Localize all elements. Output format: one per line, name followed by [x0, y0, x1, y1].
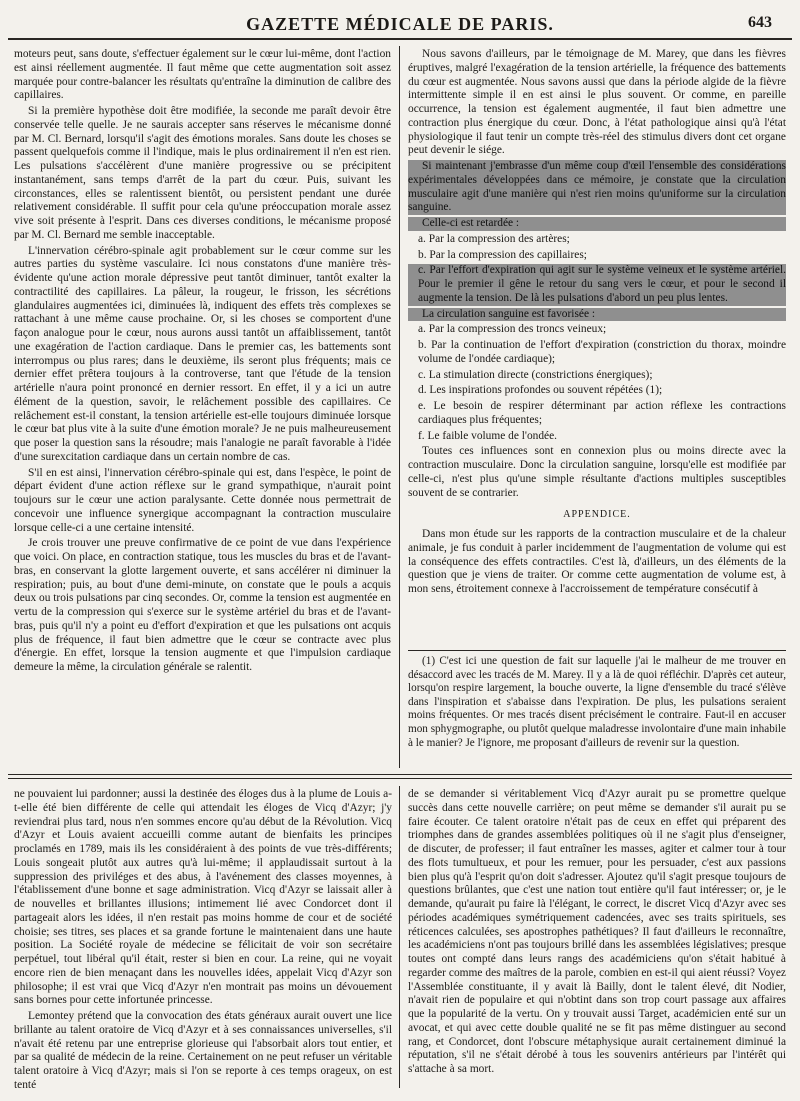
journal-title: GAZETTE MÉDICALE DE PARIS. — [246, 14, 554, 34]
right-column — [408, 48, 786, 646]
paragraph: Toutes ces influences sont en connexion plus ou moins directe avec la contraction musculaire. Donc la circulation sanguine, lorsqu'elle est modifiée par celle-ci, n'est plus qu'une simple résultante d'actions multiples susceptibles souvent de se contrarier. — [408, 445, 786, 499]
paragraph: Si la première hypothèse doit être modifiée, la seconde me paraît devoir être conservée telle quelle. Je ne saurais accepter sans réserves le mécanisme donné par M. Cl. Bernard, lorsqu'il s'agit des émotions morales. Sans doute les choses se passent quelquefois comme il l'indique, mais le plus ordinairement il n'en est rien. Les pulsations s'accélèrent d'une manière progressive ou se précipitent instantanément, sans temps d'arrêt de la part du cœur. Puis, suivant les circonstances, elles se ralentissent bientôt, ou persistent pendant une durée relativement considérable. Il suffit pour cela qu'une préoccupation morale assez vive soit présente à l'esprit. Dans ces diverses conditions, le mécanisme proposé par M. Cl. Bernard me semble inacceptable. — [14, 105, 391, 241]
list-item: c. La stimulation directe (constrictions énergiques); — [418, 368, 653, 381]
paragraph: L'innervation cérébro-spinale agit probablement sur le cœur comme sur les autres parties du système vasculaire. Ici nous constatons d'une manière très-évidente qu'une action morale dépressive peut tantôt diminuer, tantôt exalter la contractilité des capillaires. La pâleur, la rougeur, le frisson, les sécrétions glandulaires augmentées ici, diminuées là, indiquent des effets très complexes se rattachant à une même cause prochaine. Or, si les choses se comportent d'une façon analogue pour le cœur, nous aurons aussi tantôt un affaiblissement, tantôt une exagération de l'action cardiaque. Dans le premier cas, les battements sont interrompus ou plus rares; dans le deuxième, ils seront plus fréquents; mais ce dernier effet prêtera toujours à la controverse, tant que l'étude de la tension artérielle n'aura point prononcé en dernier ressort. En effet, il y a ici un autre élément de la question, savoir, le relâchement possible des capillaires. Ce relâchement est-il constant, la tension artérielle est-elle toujours diminuée lorsque le cœur bat plus vite à la suite d'une émotion morale? Je ne puis malheureusement que poser la question sans la résoudre; mais l'analogie ne paraît favorable à l'idée d'une surexcitation cardiaque dans un certain nombre de cas. — [14, 244, 391, 463]
column-divider — [399, 46, 400, 768]
list-item: a. Par la compression des troncs veineux; — [418, 323, 607, 336]
paragraph: ne pouvaient lui pardonner; aussi la destinée des éloges dus à la plume de Louis a-t-elle été bien différente de celle qui attendait les éloges de Vicq d'Azyr; j'y reviendrai plus tard, nous n'en sommes encore qu'au début de la Révolution. Vicq d'Azyr et Louis avaient accueilli comme autant de bienfaits les principes proclamés en 1789, mais ils les considéraient à des points de vue très-différents; Louis songeait plutôt aux autres qu'à lui-même; il applaudissait surtout à la suppression des priviléges et des abus, à l'avénement des classes moyennes, à l'établissement d'une bonne et sage administration. Vicq d'Azyr se laissait aller à de nouvelles et brillantes illusions; intimement lié avec Condorcet dont il partageait alors les idées, il n'en restait pas moins homme de cour et de société choisie; ses titres, ses places et sa grande fortune le maintenaient dans une haute position. La Société royale de médecine se félicitait de voir son secrétaire perpétuel, tout libéral qu'il était, rester si bien en cour. La reine, qui ne voyait encore rien de bien menaçant dans les nouvelles idées, appelait Vicq d'Azyr son philosophe; il est vrai que Vicq d'Azyr n'en montrait pas moins un dévouement sans bornes pour cette infortunée princesse. — [14, 788, 392, 1007]
list-item: d. Les inspirations profondes ou souvent répétées (1); — [418, 384, 663, 397]
list-item: e. Le besoin de respirer déterminant par action réflexe les contractions cardiaques plus fréquentes; — [418, 400, 786, 426]
page-header — [8, 14, 792, 40]
column-divider — [399, 786, 400, 1088]
favored-heading: La circulation sanguine est favorisée : — [408, 308, 786, 322]
list-item: b. Par la compression des capillaires; — [418, 248, 587, 261]
highlighted-summary: Si maintenant j'embrasse d'un même coup d'œil l'ensemble des considérations expérimentales développées dans ce mémoire, je constate que la circulation musculaire agit d'une manière qui n'est rien moins qu'uniforme sur la circulation sanguine. — [408, 160, 786, 214]
paragraph: Nous savons d'ailleurs, par le témoignage de M. Marey, que dans les fièvres éruptives, malgré l'exagération de la tension artérielle, la fréquence des battements du cœur est augmentée. Nous savons aussi que dans la période algide de la fièvre intermittente simple il en est ainsi le plus souvent. Or comme, en pareille occurrence, la tension est également augmentée, il faut bien admettre une contraction plus énergique du cœur. Donc, à l'état pathologique ainsi qu'à l'état physiologique il faut tenir un compte très-réel des stimulus divers dont cet organe peut devenir le siége. — [408, 48, 786, 157]
footnote-text: (1) C'est ici une question de fait sur laquelle j'ai le malheur de me trouver en désaccord avec les tracés de M. Marey. Il y a là de quoi réfléchir. D'après cet auteur, lorsqu'on respire largement, la bouche ouverte, la ligne d'ensemble du tracé s'élève dans l'inspiration et s'abaisse dans l'expiration. De plus, les pulsations seraient moins fréquentes. Or mes tracés disent précisément le contraire. Faut-il en accuser mon sphygmographe, ou plutôt quelque maladresse involontaire d'une main inhabile à le manier? Je l'ignore, me proposant d'ailleurs de revenir sur la question. — [408, 655, 786, 749]
bottom-right-column — [408, 788, 786, 1093]
retarded-heading: Celle-ci est retardée : — [408, 217, 786, 231]
left-column — [14, 48, 391, 768]
bottom-left-column — [14, 788, 392, 1093]
appendix-title: APPENDICE. — [563, 509, 631, 521]
paragraph: Lemontey prétend que la convocation des états généraux aurait ouvert une lice brillante au talent oratoire de Vicq d'Azyr et à ses connaissances universelles, s'il n'avait été retenu par une entreprise glorieuse qui l'absorbait alors tout entier, et par sa qualité de médecin de la reine. Certainement on ne peut refuser un véritable talent oratoire à Vicq d'Azyr; mais si l'on se reporte à ces temps orageux, on est tenté — [14, 1010, 392, 1091]
paragraph: S'il en est ainsi, l'innervation cérébro-spinale qui est, dans l'espèce, le point de départ évident d'une action réflexe sur le grand sympathique, n'aurait point toujours sur le cœur une action paralysante. Cette donnée nous permettrait de concevoir une influence synergique accompagnant la contraction musculaire lorsque celle-ci a une certaine intensité. — [14, 466, 391, 534]
footnote-divider — [408, 650, 786, 651]
list-item: a. Par la compression des artères; — [418, 232, 570, 245]
list-item: c. Par l'effort d'expiration qui agit sur le système veineux et le système artériel. Pour le premier il gêne le retour du sang vers le cœur, et pour le second il augmente la tension. De là les pulsations d'abord un peu plus lentes. — [408, 264, 786, 305]
paragraph: Je crois trouver une preuve confirmative de ce point de vue dans l'expérience que voici. On place, en contraction statique, tous les muscles du bras et de l'avant-bras, en conservant la glotte largement ouverte, et sans accélérer ni diminuer la respiration; puis, au bout d'une demi-minute, on constate que le pouls a acquis deux ou trois pulsations par cinq secondes. Or, comme la tension est augmentée en vertu de la compression qui s'exerce sur le système artériel du bras et de l'avant-bras, puis qu'il n'y a point eu d'effort d'expiration et que les pulsations ont acquis plus de fréquence, il faut bien admettre que le cœur se contracte avec plus d'énergie. En effet, lorsque la tension augmente et que l'impulsion cardiaque demeure la même, la circulation générale se ralentit. — [14, 537, 391, 673]
list-item: f. Le faible volume de l'ondée. — [418, 429, 558, 442]
list-item: b. Par la continuation de l'effort d'expiration (constriction du thorax, moindre volume de l'ondée cardiaque); — [418, 339, 786, 365]
page-number: 643 — [748, 14, 772, 31]
footnote — [408, 655, 786, 767]
paragraph: Dans mon étude sur les rapports de la contraction musculaire et de la chaleur animale, je fus conduit à parler incidemment de l'augmentation de volume qui est la conséquence des effets contractiles. C'est là, d'ailleurs, un des éléments de la question que je viens de traiter. Or comme cette augmentation de volume est, à mon sens, étroitement connexe à l'accroissement de température consécutif à — [408, 528, 786, 595]
paragraph: moteurs peut, sans doute, s'effectuer également sur le cœur lui-même, dont l'action est ainsi réellement augmentée. Il faut même que cette augmentation soit assez marquée pour contre-balancer les résultats qu'entraîne la diminution de calibre des capillaires. — [14, 48, 391, 102]
paragraph: de se demander si véritablement Vicq d'Azyr aurait pu se promettre quelque succès dans cette nouvelle carrière; on peut même se demander s'il aurait pu se faire écouter. Ce talent oratoire n'était pas de ceux en effet qui préparent des triomphes dans de grandes assemblées politiques où il ne s'agit plus d'enseigner, de discuter, de professer; il faut entraîner les masses, agiter et calmer tour à tour des flots tumultueux, et pour les remuer, pour les persuader, c'est aux passions bien plus qu'à l'esprit qu'on doit s'adresser. Ajoutez qu'il s'agit presque toujours de questions brûlantes, que c'est une nation tout entière qu'il faut intéresser; or, je le demande, qu'aurait pu faire là l'élégant, le correct, le discret Vicq d'Azyr avec ses périodes académiques symétriquement cadencées, avec ses traits spirituels, ses réticences calculées, ses apostrophes pathétiques? Il faut d'ailleurs le reconnaître, les académiciens n'ont pas toujours brillé dans les assemblées législatives; presque toutes ont compté dans leurs rangs des académiciens qu'on s'était habitué à regarder comme des maîtres de la parole, combien en est-il qui aient réussi? Voyez l'Assemblée constituante, il y avait là Bailly, dont le talent élevé, dit Nodier, n'avait rien de populaire et qui n'obtint dans son trop court passage aux affaires que la popularité de la vertu. On y trouvait aussi Target, académicien enté sur un avocat, et qui avec cette double qualité ne se fit pas même distinguer au second rang, et Condorcet, dont l'obscure métaphysique aurait certainement diminué la réputation, s'il ne s'était dérobé à tous les souvenirs antérieurs par l'intérêt qui s'attache à sa mort. — [408, 788, 786, 1075]
section-divider — [8, 774, 792, 779]
